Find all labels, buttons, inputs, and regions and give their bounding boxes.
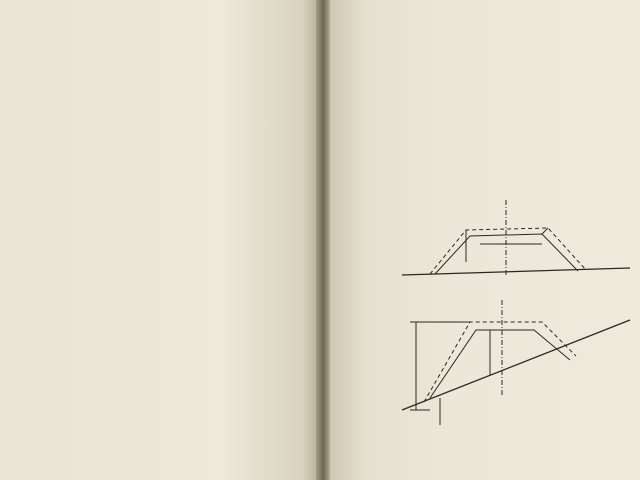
figure-bottom [402,300,630,425]
bottom-embankment-outline [430,330,570,398]
embankment-figures [330,0,640,480]
figure-top [402,200,630,276]
top-ground-line [402,268,630,275]
right-page [330,0,640,480]
left-page [0,0,318,480]
bottom-sloped-ground [402,320,630,410]
bottom-raised-outline [424,322,576,402]
top-dim-ds [542,228,548,234]
